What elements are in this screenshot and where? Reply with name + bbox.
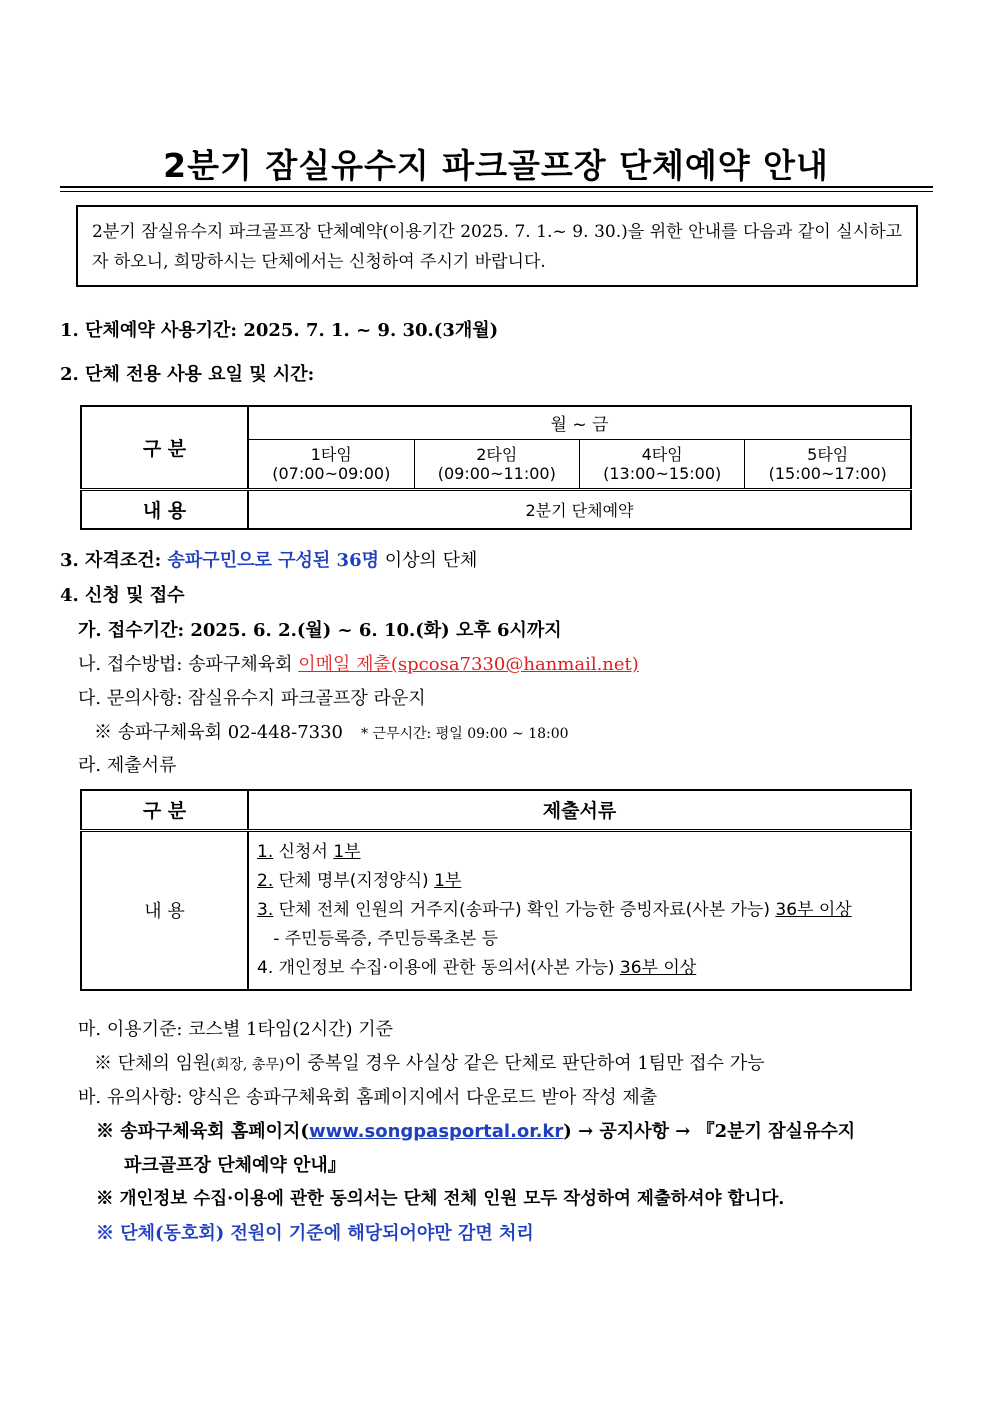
- contact-phone: ※ 송파구체육회 02-448-7330: [94, 722, 344, 743]
- homepage-link[interactable]: www.songpasportal.or.kr: [308, 1121, 564, 1142]
- note-homepage: ※ 송파구체육회 홈페이지(www.songpasportal.or.kr) → 공지사항 → 『2분기 잠실유수지: [96, 1121, 856, 1142]
- note-privacy: ※ 개인정보 수집·이용에 관한 동의서는 단체 전체 인원 모두 작성하여 제출하셔야 합니다.: [96, 1189, 785, 1209]
- slot-cell: [745, 439, 911, 489]
- schedule-table: [80, 405, 912, 530]
- docs-col1: 구 분: [81, 790, 248, 830]
- slot-time: (09:00~11:00): [437, 463, 556, 483]
- slot-name: 4타임: [641, 444, 683, 464]
- note-discount: ※ 단체(동호회) 전원이 기준에 해당되어야만 감면 처리: [96, 1223, 534, 1244]
- doc-item: - 주민등록증, 주민등록초본 등: [257, 928, 499, 949]
- ma-note: ※ 단체의 임원(회장, 총무)이 중복일 경우 사실상 같은 단체로 판단하여 1팀만 접수 가능: [94, 1053, 765, 1074]
- sub-da: 다. 문의사항: 잠실유수지 파크골프장 라운지: [78, 688, 426, 709]
- sub-ra: 라. 제출서류: [78, 755, 177, 776]
- slot-time: (15:00~17:00): [768, 463, 887, 483]
- item-period: 1. 단체예약 사용기간: 2025. 7. 1. ~ 9. 30.(3개월): [60, 320, 499, 341]
- slot-time: (07:00~09:00): [272, 463, 391, 483]
- docs-col2: 제출서류: [248, 790, 911, 830]
- doc-item: 3. 단체 전체 인원의 거주지(송파구) 확인 가능한 증빙자료(사본 가능) 36부 이상: [257, 899, 852, 920]
- schedule-row-value: 2분기 단체예약: [248, 489, 911, 529]
- slot-time: (13:00~15:00): [603, 463, 722, 483]
- schedule-header-label: 구 분: [81, 406, 248, 489]
- doc-item: 4. 개인정보 수집·이용에 관한 동의서(사본 가능) 36부 이상: [257, 957, 697, 978]
- schedule-days: 월 ~ 금: [248, 406, 911, 439]
- title-rule-thin: [60, 191, 933, 192]
- sub-ma: 마. 이용기준: 코스별 1타임(2시간) 기준: [78, 1019, 394, 1040]
- item-application: 4. 신청 및 접수: [60, 585, 185, 606]
- contact-line: [94, 718, 569, 744]
- schedule-row-label: 내 용: [81, 489, 248, 529]
- doc-item: 2. 단체 명부(지정양식) 1부: [257, 870, 462, 891]
- docs-row-label: 내 용: [81, 830, 248, 990]
- sub-ba: 바. 유의사항: 양식은 송파구체육회 홈페이지에서 다운로드 받아 작성 제출: [78, 1087, 658, 1108]
- page-title: 2분기 잠실유수지 파크골프장 단체예약 안내: [163, 146, 829, 185]
- documents-table: [80, 789, 912, 991]
- na-prefix: 나. 접수방법: 송파구체육회: [78, 654, 299, 675]
- docs-list: [248, 830, 911, 990]
- slot-cell: [248, 439, 414, 489]
- doc-item: 1. 신청서 1부: [257, 841, 361, 862]
- contact-hours: * 근무시간: 평일 09:00 ~ 18:00: [361, 726, 569, 742]
- note-homepage-cont: 파크골프장 단체예약 안내』: [124, 1155, 346, 1176]
- item-schedule: 2. 단체 전용 사용 요일 및 시간:: [60, 364, 315, 385]
- eligibility-highlight: 송파구민으로 구성된 36명: [167, 550, 379, 571]
- eligibility-suffix: 이상의 단체: [379, 550, 478, 571]
- title-rule: [60, 186, 933, 188]
- item-eligibility: [60, 546, 477, 572]
- eligibility-prefix: 3. 자격조건:: [60, 550, 168, 571]
- sub-ga: 가. 접수기간: 2025. 6. 2.(월) ~ 6. 10.(화) 오후 6시까지: [78, 620, 562, 641]
- slot-name: 1타임: [310, 444, 352, 464]
- sub-na: [78, 650, 639, 676]
- slot-name: 2타임: [476, 444, 518, 464]
- intro-box: 2분기 잠실유수지 파크골프장 단체예약(이용기간 2025. 7. 1.~ 9. 30.)을 위한 안내를 다음과 같이 실시하고자 하오니, 희망하시는 단체에서는 신청하여 주시기 바랍니다.: [76, 205, 918, 287]
- slot-cell: [579, 439, 744, 489]
- email-link[interactable]: 이메일 제출(spcosa7330@hanmail.net): [298, 654, 639, 675]
- slot-name: 5타임: [807, 444, 849, 464]
- slot-cell: [414, 439, 579, 489]
